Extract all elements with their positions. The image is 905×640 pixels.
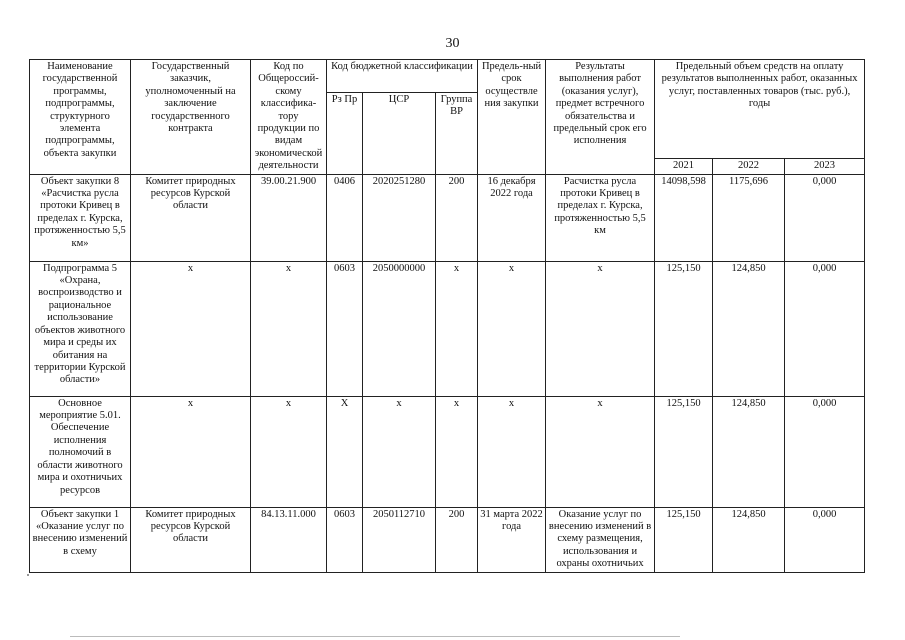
cell-vr: х: [436, 396, 478, 507]
header-group-vr: Группа ВР: [436, 93, 478, 175]
header-name: Наименование государственной программы, подпрограммы, структурного элемента подпрограммы, объекта закупки: [30, 60, 131, 175]
cell-rz-pr: 0603: [327, 507, 363, 572]
cell-deadline: х: [478, 396, 546, 507]
header-csr: ЦСР: [363, 93, 436, 175]
cell-deadline: 16 декабря 2022 года: [478, 174, 546, 261]
cell-2022: 1175,696: [713, 174, 785, 261]
cell-deadline: 31 марта 2022 года: [478, 507, 546, 572]
cell-customer: Комитет природных ресурсов Курской области: [131, 174, 251, 261]
cell-okpd: х: [251, 396, 327, 507]
page-number: 30: [445, 36, 460, 51]
header-results: Результаты выполнения работ (оказания услуг), предмет встречного обязательства и предельный срок его исполнения: [546, 60, 655, 175]
cell-2021: 125,150: [655, 261, 713, 396]
header-deadline: Предель-ный срок осуществле ния закупки: [478, 60, 546, 175]
scan-artifact: [27, 574, 29, 576]
cell-okpd: х: [251, 261, 327, 396]
bottom-divider: [70, 636, 680, 637]
header-customer: Государственный заказчик, уполномоченный на заключение государственного контракта: [131, 60, 251, 175]
cell-result: х: [546, 396, 655, 507]
header-okpd-code: Код по Общероссий-скому классифика-тору продукции по видам экономической деятельности: [251, 60, 327, 175]
cell-vr: 200: [436, 174, 478, 261]
cell-2022: 124,850: [713, 261, 785, 396]
cell-vr: 200: [436, 507, 478, 572]
cell-csr: 2020251280: [363, 174, 436, 261]
cell-2023: 0,000: [785, 174, 865, 261]
header-row: [30, 60, 865, 93]
cell-customer: х: [131, 261, 251, 396]
cell-csr: 2050000000: [363, 261, 436, 396]
cell-name: Подпрограмма 5 «Охрана, воспроизводство и рациональное использование объектов животного мира и среды их обитания на территории Курской области»: [30, 261, 131, 396]
cell-customer: Комитет природных ресурсов Курской области: [131, 507, 251, 572]
cell-result: Расчистка русла протоки Кривец в пределах г. Курска, протяженностью 5,5 км: [546, 174, 655, 261]
cell-customer: х: [131, 396, 251, 507]
header-year-2022: 2022: [713, 159, 785, 174]
cell-deadline: х: [478, 261, 546, 396]
cell-2021: 14098,598: [655, 174, 713, 261]
cell-rz-pr: Х: [327, 396, 363, 507]
cell-result: Оказание услуг по внесению изменений в схему размещения, использования и охраны охотничьих: [546, 507, 655, 572]
cell-vr: х: [436, 261, 478, 396]
cell-result: х: [546, 261, 655, 396]
cell-name: Объект закупки 1 «Оказание услуг по внесению изменений в схему: [30, 507, 131, 572]
cell-2021: 125,150: [655, 396, 713, 507]
cell-2022: 124,850: [713, 507, 785, 572]
table-row: [30, 174, 865, 261]
header-year-2023: 2023: [785, 159, 865, 174]
table-row: [30, 507, 865, 572]
header-rz-pr: Рз Пр: [327, 93, 363, 175]
cell-rz-pr: 0406: [327, 174, 363, 261]
header-year-2021: 2021: [655, 159, 713, 174]
cell-2021: 125,150: [655, 507, 713, 572]
cell-okpd: 39.00.21.900: [251, 174, 327, 261]
cell-okpd: 84.13.11.000: [251, 507, 327, 572]
cell-csr: х: [363, 396, 436, 507]
cell-2023: 0,000: [785, 396, 865, 507]
header-funding-volume: Предельный объем средств на оплату результатов выполненных работ, оказанных услуг, поставленных товаров (тыс. руб.), годы: [655, 60, 865, 159]
cell-name: Основное мероприятие 5.01. Обеспечение исполнения полномочий в области животного мира и охотничьих ресурсов: [30, 396, 131, 507]
cell-csr: 2050112710: [363, 507, 436, 572]
cell-rz-pr: 0603: [327, 261, 363, 396]
header-budget-code: Код бюджетной классификации: [327, 60, 478, 93]
table-row: [30, 396, 865, 507]
cell-name: Объект закупки 8 «Расчистка русла протоки Кривец в пределах г. Курска, протяженностью 5,5 км»: [30, 174, 131, 261]
cell-2023: 0,000: [785, 507, 865, 572]
cell-2023: 0,000: [785, 261, 865, 396]
cell-2022: 124,850: [713, 396, 785, 507]
table-row: [30, 261, 865, 396]
procurement-plan-table: [29, 59, 865, 573]
